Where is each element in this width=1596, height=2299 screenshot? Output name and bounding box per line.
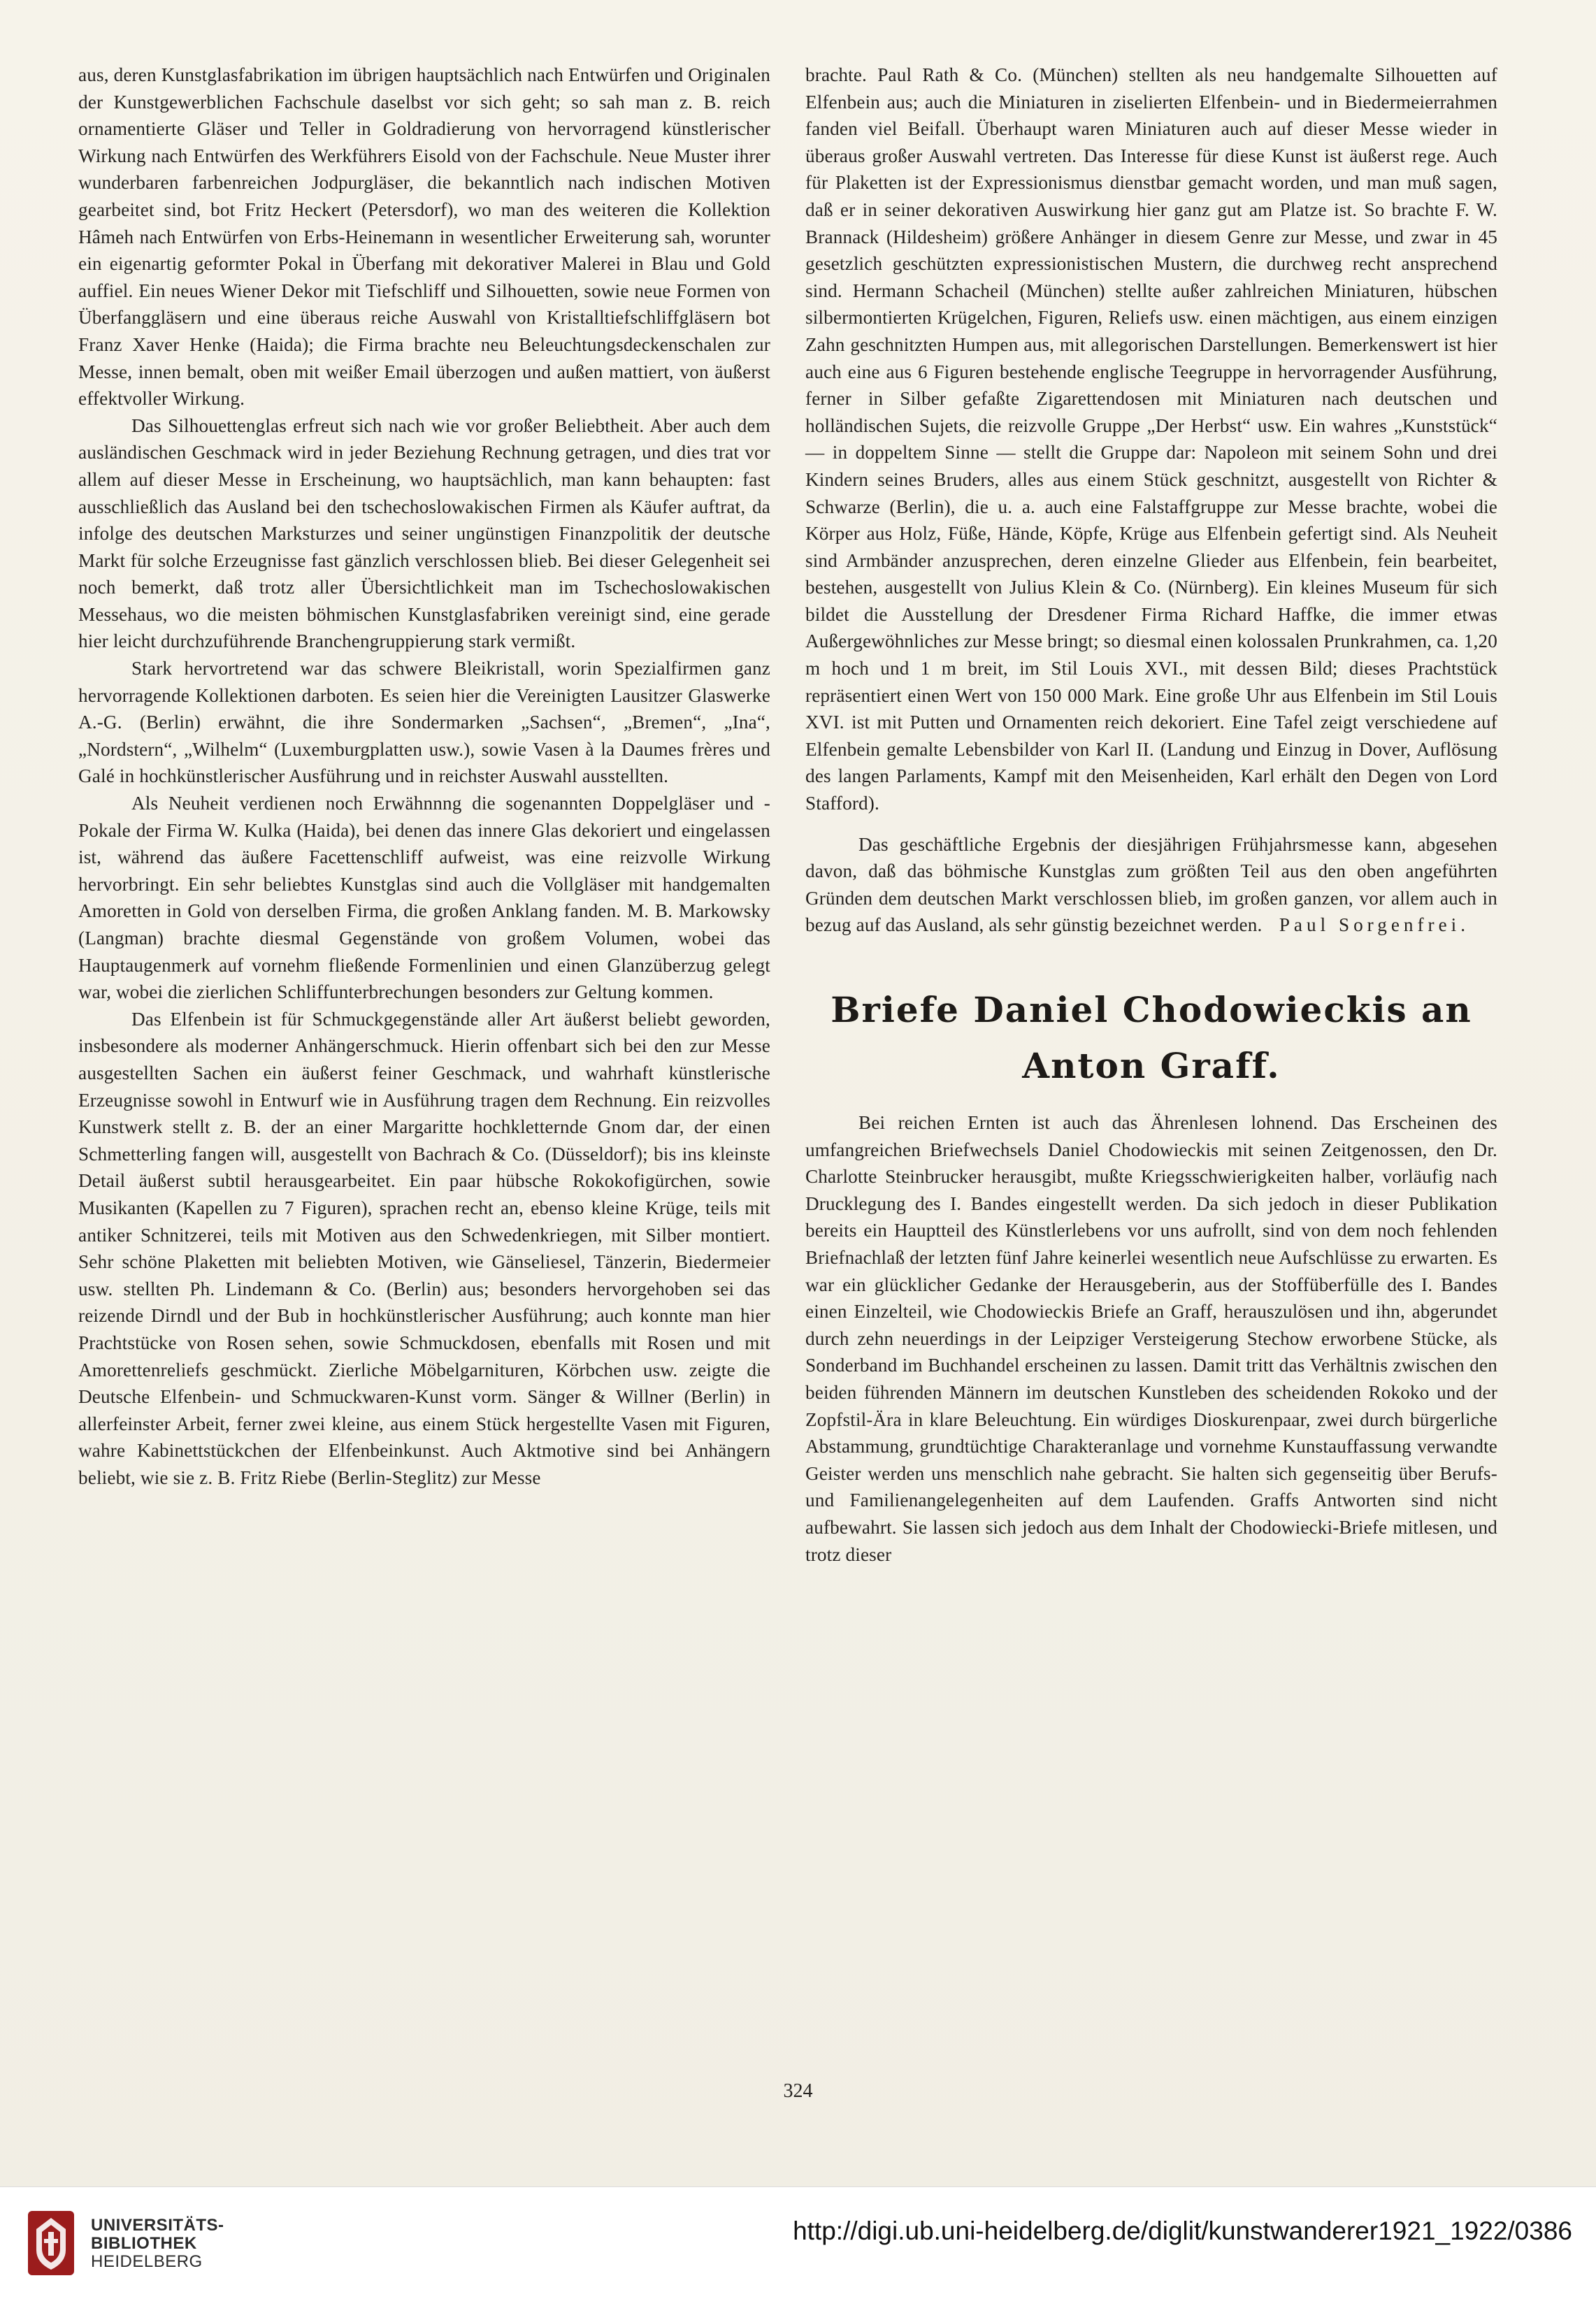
paragraph: aus, deren Kunstglasfabrikation im übrigen hauptsächlich nach Entwürfen und Originalen der Kunstgewerblichen Fachschule daselbst vor sich geht; so sah man z. B. reich ornamentierte Gläser und Teller in Goldradierung von hervorragend künstlerischer Wirkung nach Entwürfen des Werkführers Eisold von der Fachschule. Neue Muster ihrer wunderbaren farbenreichen Jodpurgläser, die bekanntlich nach indischen Motiven gearbeitet sind, bot Fritz Heckert (Petersdorf), wo man des weiteren die Kollektion Hâmeh nach Entwürfen von Erbs-Heinemann in wesentlicher Erweiterung sah, worunter ein eigenartig geformter Pokal in Überfang mit dekorativer Malerei in Blau und Gold auffiel. Ein neues Wiener Dekor mit Tiefschliff und Silhouetten, sowie neue Formen von Überfanggläsern und eine überaus reiche Auswahl von Kristalltiefschliffgläsern bot Franz Xaver Henke (Haida); die Firma brachte neu Beleuchtungsdeckenschalen zur Messe, innen bemalt, oben mit weißer Email überzogen und außen mattiert, von äußerst effektvoller Wirkung. bbox=[78, 64, 770, 410]
library-name-line: BIBLIOTHEK bbox=[91, 2234, 197, 2253]
permalink-url[interactable]: http://digi.ub.uni-heidelberg.de/diglit/kunstwanderer1921_1922/0386 bbox=[793, 2217, 1572, 2245]
paragraph: brachte. Paul Rath & Co. (München) stellten als neu handgemalte Silhouetten auf Elfenbein aus; auch die Miniaturen in ziselierten Elfenbein- und in Biedermeierrahmen fanden viel Beifall. Überhaupt waren Miniaturen auch auf dieser Messe wieder in überaus großer Auswahl vertreten. Das Interesse für diese Kunst ist äußerst rege. Auch für Plaketten ist der Expressionismus dienstbar gemacht worden, und man muß sagen, daß er in seiner dekorativen Auswirkung hier ganz gut am Platze ist. So brachte F. W. Brannack (Hildesheim) größere Anhänger in diesem Genre zur Messe, und zwar in 45 gesetzlich geschützten expressionistischen Mustern, die durchweg recht ansprechend sind. Hermann Schacheil (München) stellte außer zahlreichen Miniaturen, hübschen silbermontierten Krügelchen, Figuren, Reliefs usw. einen mächtigen, aus einem einzigen Zahn geschnitzten Humpen aus, mit allegorischen Darstellungen. Bemerkenswert ist hier auch eine aus 6 Figuren bestehende englische Teegruppe in hervorragender Ausführung, ferner in Silber gefaßte Zigarettendosen mit Miniaturen nach deutschen und holländischen Sujets, die reizvolle Gruppe „Der Herbst“ usw. Ein wahres „Kunststück“ — in doppeltem Sinne — stellt die Gruppe dar: Napoleon mit seinem Sohn und drei Kindern seines Bruders, alles aus einem Stück geschnitzt, ausgestellt von Richter & Schwarze (Berlin), die u. a. auch eine Falstaffgruppe zur Messe brachte, wobei die Körper aus Holz, Füße, Hände, Köpfe, Krüge aus Elfenbein gefertigt sind. Als Neuheit sind Armbänder anzusprechen, deren einzelne Glieder aus Elfenbein, fein bearbeitet, bestehen, ausgestellt von Julius Klein & Co. (Nürnberg). Ein kleines Museum für sich bildet die Ausstellung der Dresdener Firma Richard Haffke, die immer etwas Außergewöhnliches zur Messe bringt; so diesmal einen kolossalen Prunkrahmen, ca. 1,20 m hoch und 1 m breit, im Stil Louis XVI., mit dessen Bild; dieses Prachtstück repräsentiert einen Wert von 150 000 Mark. Eine große Uhr aus Elfenbein im Stil Louis XVI. ist mit Putten und Ornamenten reich dekoriert. Eine Tafel zeigt verschiedene auf Elfenbein gemalte Lebensbilder von Karl II. (Landung und Einzug in Dover, Auflösung des langen Parlaments, Kampf mit den Meisenheiden, Karl erhält den Degen von Lord Stafford). bbox=[805, 64, 1497, 814]
author-signature: Paul Sorgenfrei. bbox=[1279, 914, 1469, 936]
section-heading-line: Anton Graff. bbox=[1022, 1045, 1281, 1086]
section-heading bbox=[805, 982, 1497, 1094]
section-heading-line: Briefe Daniel Chodowieckis an bbox=[831, 989, 1472, 1030]
left-column bbox=[78, 62, 770, 1491]
university-seal-icon bbox=[24, 2205, 78, 2281]
right-column bbox=[805, 62, 1497, 1568]
library-name-line: HEIDELBERG bbox=[91, 2252, 203, 2271]
paragraph: Das geschäftliche Ergebnis der diesjährigen Frühjahrsmesse kann, abgesehen davon, daß das böhmische Kunstglas zum größten Teil aus den oben angeführten Gründen dem deutschen Markt verschlossen blieb, im großen ganzen, vor allem auch in bezug auf das Ausland, als sehr günstig bezeichnet werden. bbox=[805, 833, 1497, 936]
page-number: 324 bbox=[783, 2080, 813, 2102]
paragraph: Stark hervortretend war das schwere Bleikristall, worin Spezialfirmen ganz hervorragende Kollektionen darboten. Es seien hier die Vereinigten Lausitzer Glaswerke A.-G. (Berlin) erwähnt, die ihre Sondermarken „Sachsen“, „Bremen“, „Ina“, „Nordstern“, „Wilhelm“ (Luxemburgplatten usw.), sowie Vasen à la Daumes frères und Galé in hochkünstlerischer Ausführung und in reichster Auswahl ausstellten. bbox=[78, 658, 770, 787]
footer-bar bbox=[0, 2186, 1596, 2299]
library-name bbox=[91, 2217, 224, 2271]
library-name-line: UNIVERSITÄTS- bbox=[91, 2216, 224, 2235]
paragraph: Das Elfenbein ist für Schmuckgegenstände aller Art äußerst beliebt geworden, insbesondere als moderner Anhängerschmuck. Hierin offenbart sich bei den zur Messe ausgestellten Sachen ein äußerst feiner Geschmack, und wahrhaft künstlerische Erzeugnisse sowohl in Entwurf wie in Ausführung tragen dem Rechnung. Ein reizvolles Kunstwerk stellt z. B. der an einer Margaritte hochkletternde Gnom dar, der einen Schmetterling fangen will, ausgestellt von Bachrach & Co. (Düsseldorf); bis ins kleinste Detail äußerst subtil herausgearbeitet. Ein paar hübsche Rokokofigürchen, sowie Musikanten (Kapellen zu 7 Figuren), sprachen recht an, ebenso kleine Krüge, teils mit antiker Schnitzerei, teils mit Motiven aus den Schwedenkriegen, mit Silber montiert. Sehr schöne Plaketten mit beliebten Motiven, wie Gänseliesel, Tänzerin, Biedermeier usw. stellten Ph. Lindemann & Co. (Berlin) aus; besonders hervorgehoben sei das reizende Dirndl und der Bub in hochkünstlerischer Ausführung; auch konnte man hier Prachtstücke von Rosen sehen, sowie Schmuckdosen, ebenfalls mit Rosen und mit Amorettenreliefs geschmückt. Zierliche Möbelgarnituren, Körbchen usw. zeigte die Deutsche Elfenbein- und Schmuckwaren-Kunst vorm. Sänger & Willner (Berlin) in allerfeinster Arbeit, ferner zwei kleine, aus einem Stück hergestellte Vasen mit Figuren, wahre Kabinettstückchen der Elfenbeinkunst. Auch Aktmotive sind bei Anhängern beliebt, wie sie z. B. Fritz Riebe (Berlin-Steglitz) zur Messe bbox=[78, 1008, 770, 1488]
paragraph: Als Neuheit verdienen noch Erwähnnng die sogenannten Doppelgläser und -Pokale der Firma W. Kulka (Haida), bei denen das innere Glas dekoriert und eingelassen ist, während das äußere Facettenschliff aufweist, was eine reizvolle Wirkung hervorbringt. Ein sehr beliebtes Kunstglas sind auch die Vollgläser mit handgemalten Amoretten in Gold von derselben Firma, die großen Anklang fanden. M. B. Markowsky (Langman) brachte diesmal Gegenstände von großem Volumen, wobei das Hauptaugenmerk auf vornehm fließende Formenlinien und einen Glanzüberzug gelegt war, wobei die zierlichen Schliffunterbrechungen besonders zur Geltung kommen. bbox=[78, 793, 770, 1003]
paragraph: Das Silhouettenglas erfreut sich nach wie vor großer Beliebtheit. Aber auch dem ausländischen Geschmack wird in jeder Beziehung Rechnung getragen, und dies trat vor allem auf dieser Messe in Erscheinung, wo hauptsächlich, man kann behaupten: fast ausschließlich das Ausland bei den tschechoslowakischen Firmen als Käufer auftrat, da infolge des deutschen Marksturzes und seiner ungünstigen Finanzpolitik der deutsche Markt für solche Erzeugnisse fast gänzlich verschlossen blieb. Bei dieser Gelegenheit sei noch bemerkt, daß trotz aller Übersichtlichkeit man im Tschechoslowakischen Messehaus, wo die meisten böhmischen Kunstglasfabriken vereinigt sind, eine gerade hier leicht durchzuführende Branchengruppierung stark vermißt. bbox=[78, 415, 770, 652]
paragraph: Bei reichen Ernten ist auch das Ährenlesen lohnend. Das Erscheinen des umfangreichen Briefwechsels Daniel Chodowieckis mit seinen Zeitgenossen, den Dr. Charlotte Steinbrucker herausgibt, mußte Kriegsschwierigkeiten halber, vorläufig nach Drucklegung des I. Bandes eingestellt werden. Da sich jedoch in dieser Publikation bereits ein Hauptteil des Künstlerlebens vor uns aufrollt, sind von dem noch fehlenden Briefnachlaß der letzten fünf Jahre keinerlei wesentlich neue Aufschlüsse zu erwarten. Es war ein glücklicher Gedanke der Herausgeberin, aus der Stoffüberfülle des I. Bandes einen Einzelteil, wie Chodowieckis Briefe an Graff, herauszulösen und ihn, abgerundet durch zehn neuerdings in der Leipziger Versteigerung Stechow erworbene Stücke, als Sonderband im Buchhandel erscheinen zu lassen. Damit tritt das Verhältnis zwischen den beiden führenden Männern im deutschen Kunstleben des scheidenden Rokoko und der Zopfstil-Ära in klare Beleuchtung. Ein würdiges Dioskurenpaar, zwei durch bürgerliche Abstammung, grundtüchtige Charakteranlage und vornehme Kunstauffassung verwandte Geister werden uns menschlich nahe gebracht. Sie halten sich gegenseitig über Berufs- und Familienangelegenheiten auf dem Laufenden. Graffs Antworten sind nicht aufbewahrt. Sie lassen sich jedoch aus dem Inhalt der Chodowiecki-Briefe mitlesen, und trotz dieser bbox=[805, 1112, 1497, 1565]
